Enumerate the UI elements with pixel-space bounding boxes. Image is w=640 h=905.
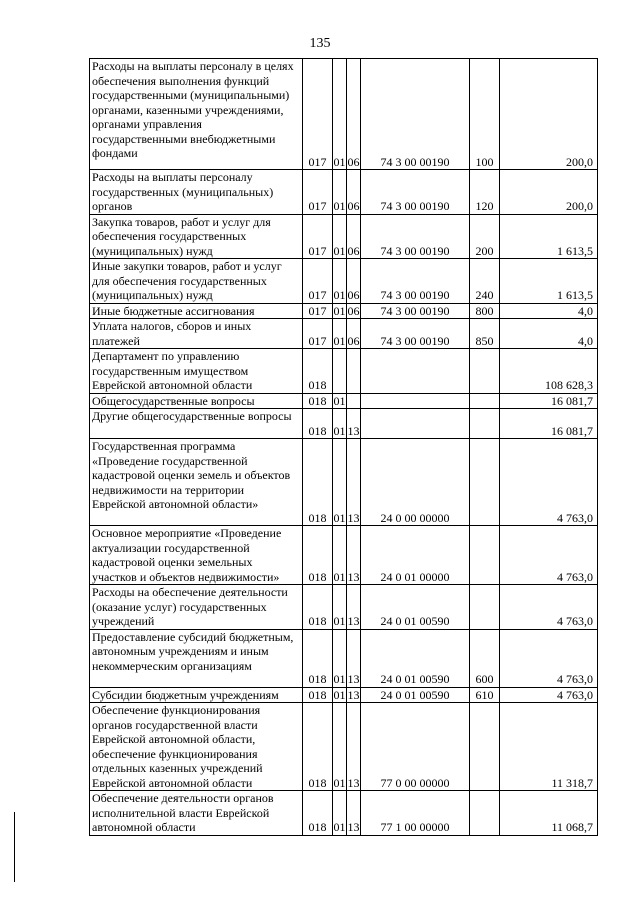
cell-pr: 13: [347, 629, 361, 687]
cell-rz: [333, 349, 347, 394]
cell-name: Департамент по управлению государственным имуществом Еврейской автономной области: [90, 349, 303, 394]
cell-sum: 200,0: [500, 59, 598, 170]
cell-rz: 01: [333, 319, 347, 349]
cell-vr: 200: [470, 214, 500, 259]
cell-rz: 01: [333, 214, 347, 259]
cell-gr: 018: [303, 791, 333, 836]
cell-vr: 600: [470, 629, 500, 687]
cell-name: Иные бюджетные ассигнования: [90, 303, 303, 319]
cell-sum: 4 763,0: [500, 687, 598, 703]
cell-gr: 018: [303, 439, 333, 526]
cell-sum: 4 763,0: [500, 526, 598, 585]
table-body: [90, 59, 598, 836]
cell-gr: 018: [303, 629, 333, 687]
table-row: [90, 526, 598, 585]
cell-sum: 16 081,7: [500, 409, 598, 439]
cell-csr: 74 3 00 00190: [361, 59, 470, 170]
cell-name: Основное мероприятие «Проведение актуализации государственной кадастровой оценки земельных участков и объектов недвижимости»: [90, 526, 303, 585]
cell-rz: 01: [333, 687, 346, 702]
cell-gr: 018: [303, 585, 333, 630]
cell-rz: 01: [333, 170, 347, 215]
page-number: 135: [309, 36, 331, 51]
cell-gr: 018: [303, 349, 333, 394]
cell-pr: 13: [347, 585, 361, 630]
cell-name: Общегосударственные вопросы: [90, 393, 303, 409]
cell-vr: [470, 703, 500, 791]
cell-sum: 11 318,7: [500, 703, 598, 791]
cell-rz: 01: [333, 303, 346, 318]
table-row: [90, 439, 598, 526]
cell-rz: 01: [333, 526, 347, 585]
cell-name: Расходы на выплаты персоналу государственных (муниципальных) органов: [90, 170, 303, 215]
cell-vr: 800: [470, 303, 500, 319]
cell-sum: 1 613,5: [500, 214, 598, 259]
cell-pr: [347, 393, 361, 409]
table-row: [90, 791, 598, 836]
table-row: [90, 319, 598, 349]
cell-pr: 13: [347, 791, 361, 836]
cell-sum: 200,0: [500, 170, 598, 215]
cell-name: Государственная программа «Проведение государственной кадастровой оценки земель и объектов недвижимости на территории Еврейской автономной области»: [90, 439, 303, 526]
cell-csr: 74 3 00 00190: [361, 170, 470, 215]
budget-table: [89, 58, 598, 836]
cell-sum: 16 081,7: [500, 393, 598, 409]
cell-pr: 06: [347, 319, 361, 349]
cell-csr: 74 3 00 00190: [361, 214, 470, 259]
cell-csr: [361, 409, 470, 439]
cell-csr: 74 3 00 00190: [361, 259, 470, 304]
table-row: [90, 393, 598, 409]
cell-pr: 06: [347, 170, 361, 215]
table-row: [90, 703, 598, 791]
cell-rz: 01: [333, 629, 347, 687]
cell-csr: [361, 349, 470, 394]
cell-gr: 018: [303, 687, 333, 703]
cell-gr: 017: [303, 259, 333, 304]
cell-name: Уплата налогов, сборов и иных платежей: [90, 319, 303, 349]
cell-csr: [361, 393, 470, 409]
table-row: [90, 629, 598, 687]
cell-sum: 4 763,0: [500, 585, 598, 630]
cell-name: Обеспечение деятельности органов исполнительной власти Еврейской автономной области: [90, 791, 303, 836]
cell-pr: 13: [347, 439, 361, 526]
cell-vr: 610: [470, 687, 500, 703]
cell-gr: 017: [303, 319, 333, 349]
cell-sum: 4,0: [500, 303, 598, 319]
cell-rz: 01: [333, 259, 347, 304]
cell-pr: 06: [347, 214, 361, 259]
cell-rz: 01: [333, 59, 347, 170]
cell-vr: 240: [470, 259, 500, 304]
cell-gr: 018: [303, 526, 333, 585]
cell-sum: 108 628,3: [500, 349, 598, 394]
table-row: [90, 59, 598, 170]
cell-gr: 017: [303, 214, 333, 259]
cell-rz: 01: [333, 791, 347, 836]
cell-csr: 74 3 00 00190: [361, 319, 470, 349]
cell-name: Иные закупки товаров, работ и услуг для обеспечения государственных (муниципальных) нужд: [90, 259, 303, 304]
cell-vr: [470, 585, 500, 630]
cell-pr: 06: [347, 259, 361, 304]
cell-csr: 77 0 00 00000: [361, 703, 470, 791]
cell-csr: 24 0 01 00590: [361, 629, 470, 687]
cell-csr: 24 0 01 00590: [361, 585, 470, 630]
cell-vr: [470, 393, 500, 409]
cell-gr: 018: [303, 393, 333, 409]
margin-line: [14, 812, 15, 882]
table-row: [90, 687, 598, 703]
cell-gr: 018: [303, 409, 333, 439]
cell-pr: 06: [347, 303, 360, 318]
cell-pr: 13: [347, 409, 361, 439]
table-row: [90, 585, 598, 630]
cell-sum: 11 068,7: [500, 791, 598, 836]
cell-pr: 13: [347, 687, 360, 702]
cell-vr: [470, 526, 500, 585]
cell-csr: 74 3 00 00190: [361, 303, 470, 319]
cell-vr: 850: [470, 319, 500, 349]
cell-csr: 24 0 01 00000: [361, 526, 470, 585]
cell-pr: 13: [347, 703, 361, 791]
table-row: [90, 409, 598, 439]
cell-rz: 01: [333, 393, 346, 408]
cell-vr: 120: [470, 170, 500, 215]
cell-vr: [470, 349, 500, 394]
cell-rz: 01: [333, 409, 347, 439]
cell-csr: 77 1 00 00000: [361, 791, 470, 836]
cell-csr: 24 0 01 00590: [361, 687, 470, 703]
cell-sum: 4 763,0: [500, 439, 598, 526]
cell-csr: 24 0 00 00000: [361, 439, 470, 526]
cell-vr: [470, 409, 500, 439]
cell-name: Предоставление субсидий бюджетным, автономным учреждениям и иным некоммерческим организациям: [90, 629, 303, 687]
cell-gr: 018: [303, 703, 333, 791]
table-row: [90, 349, 598, 394]
cell-gr: 017: [303, 170, 333, 215]
cell-pr: [347, 349, 361, 394]
cell-name: Обеспечение функционирования органов государственной власти Еврейской автономной области, обеспечение функционирования отдельных казенных учреждений Еврейской автономной области: [90, 703, 303, 791]
cell-sum: 4 763,0: [500, 629, 598, 687]
cell-pr: 13: [347, 526, 361, 585]
cell-vr: [470, 791, 500, 836]
cell-gr: 017: [303, 303, 333, 319]
cell-rz: 01: [333, 703, 347, 791]
cell-sum: 4,0: [500, 319, 598, 349]
cell-name: Другие общегосударственные вопросы: [90, 409, 303, 439]
table-row: [90, 303, 598, 319]
cell-pr: 06: [347, 59, 361, 170]
cell-name: Расходы на выплаты персоналу в целях обеспечения выполнения функций государственными (муниципальными) органами, казенными учреждениями, органами управления государственными внебюджетными фондами: [90, 59, 303, 170]
cell-sum: 1 613,5: [500, 259, 598, 304]
cell-rz: 01: [333, 439, 347, 526]
cell-name: Закупка товаров, работ и услуг для обеспечения государственных (муниципальных) нужд: [90, 214, 303, 259]
cell-name: Субсидии бюджетным учреждениям: [90, 687, 303, 703]
cell-vr: 100: [470, 59, 500, 170]
cell-vr: [470, 439, 500, 526]
cell-rz: 01: [333, 585, 347, 630]
table-row: [90, 170, 598, 215]
table-row: [90, 259, 598, 304]
cell-name: Расходы на обеспечение деятельности (оказание услуг) государственных учреждений: [90, 585, 303, 630]
cell-gr: 017: [303, 59, 333, 170]
table-row: [90, 214, 598, 259]
